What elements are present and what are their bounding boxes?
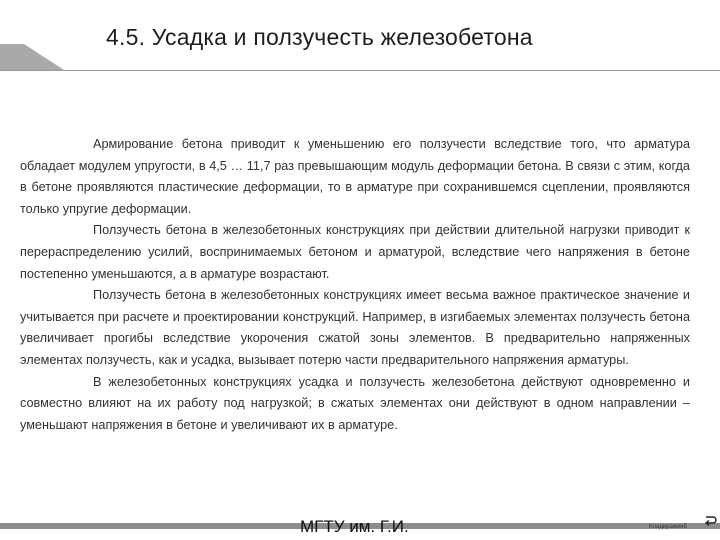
return-button[interactable] [649,512,719,534]
return-label: Кладиражинб [649,524,687,530]
corner-decoration [0,44,72,84]
paragraph-3: Ползучесть бетона в железобетонных конструкциях имеет весьма важное практическое значение и учитывается при расчете и проектировании конструкций. Например, в изгибаемых элементах ползучесть бетона увеличивает прогибы вследствие укорочения сжатой зоны элементов. В предварительно напряженных элементах ползучесть, как и усадка, вызывает потерю части предварительного напряжения арматуры. [20,288,690,367]
footer-text: МГТУ им. Г.И. [300,517,409,536]
return-arrow-icon [703,514,717,528]
paragraph-4: В железобетонных конструкциях усадка и ползучесть железобетона действуют одновременно и совместно влияют на их работу под нагрузкой; в сжатых элементах они действуют в одном направлении – уменьшают напряжения в бетоне и увеличивают их в арматуре. [20,374,690,432]
slide-title: 4.5. Усадка и ползучесть железобетона [106,24,533,50]
header-divider [0,70,720,71]
slide-body [20,134,690,436]
paragraph-2: Ползучесть бетона в железобетонных конструкциях при действии длительной нагрузки приводит к перераспределению усилий, воспринимаемых бетоном и арматурой, вследствие чего напряжения в бетоне постепенно уменьшаются, а в арматуре возрастают. [20,223,690,281]
paragraph-1: Армирование бетона приводит к уменьшению его ползучести вследствие того, что арматура обладает модулем упругости, в 4,5 … 11,7 раз превышающим модуль деформации бетона. В связи с этим, когда в бетоне проявляются пластические деформации, то в арматуре при сохранившемся сцеплении, проявляются только упругие деформации. [20,137,690,216]
